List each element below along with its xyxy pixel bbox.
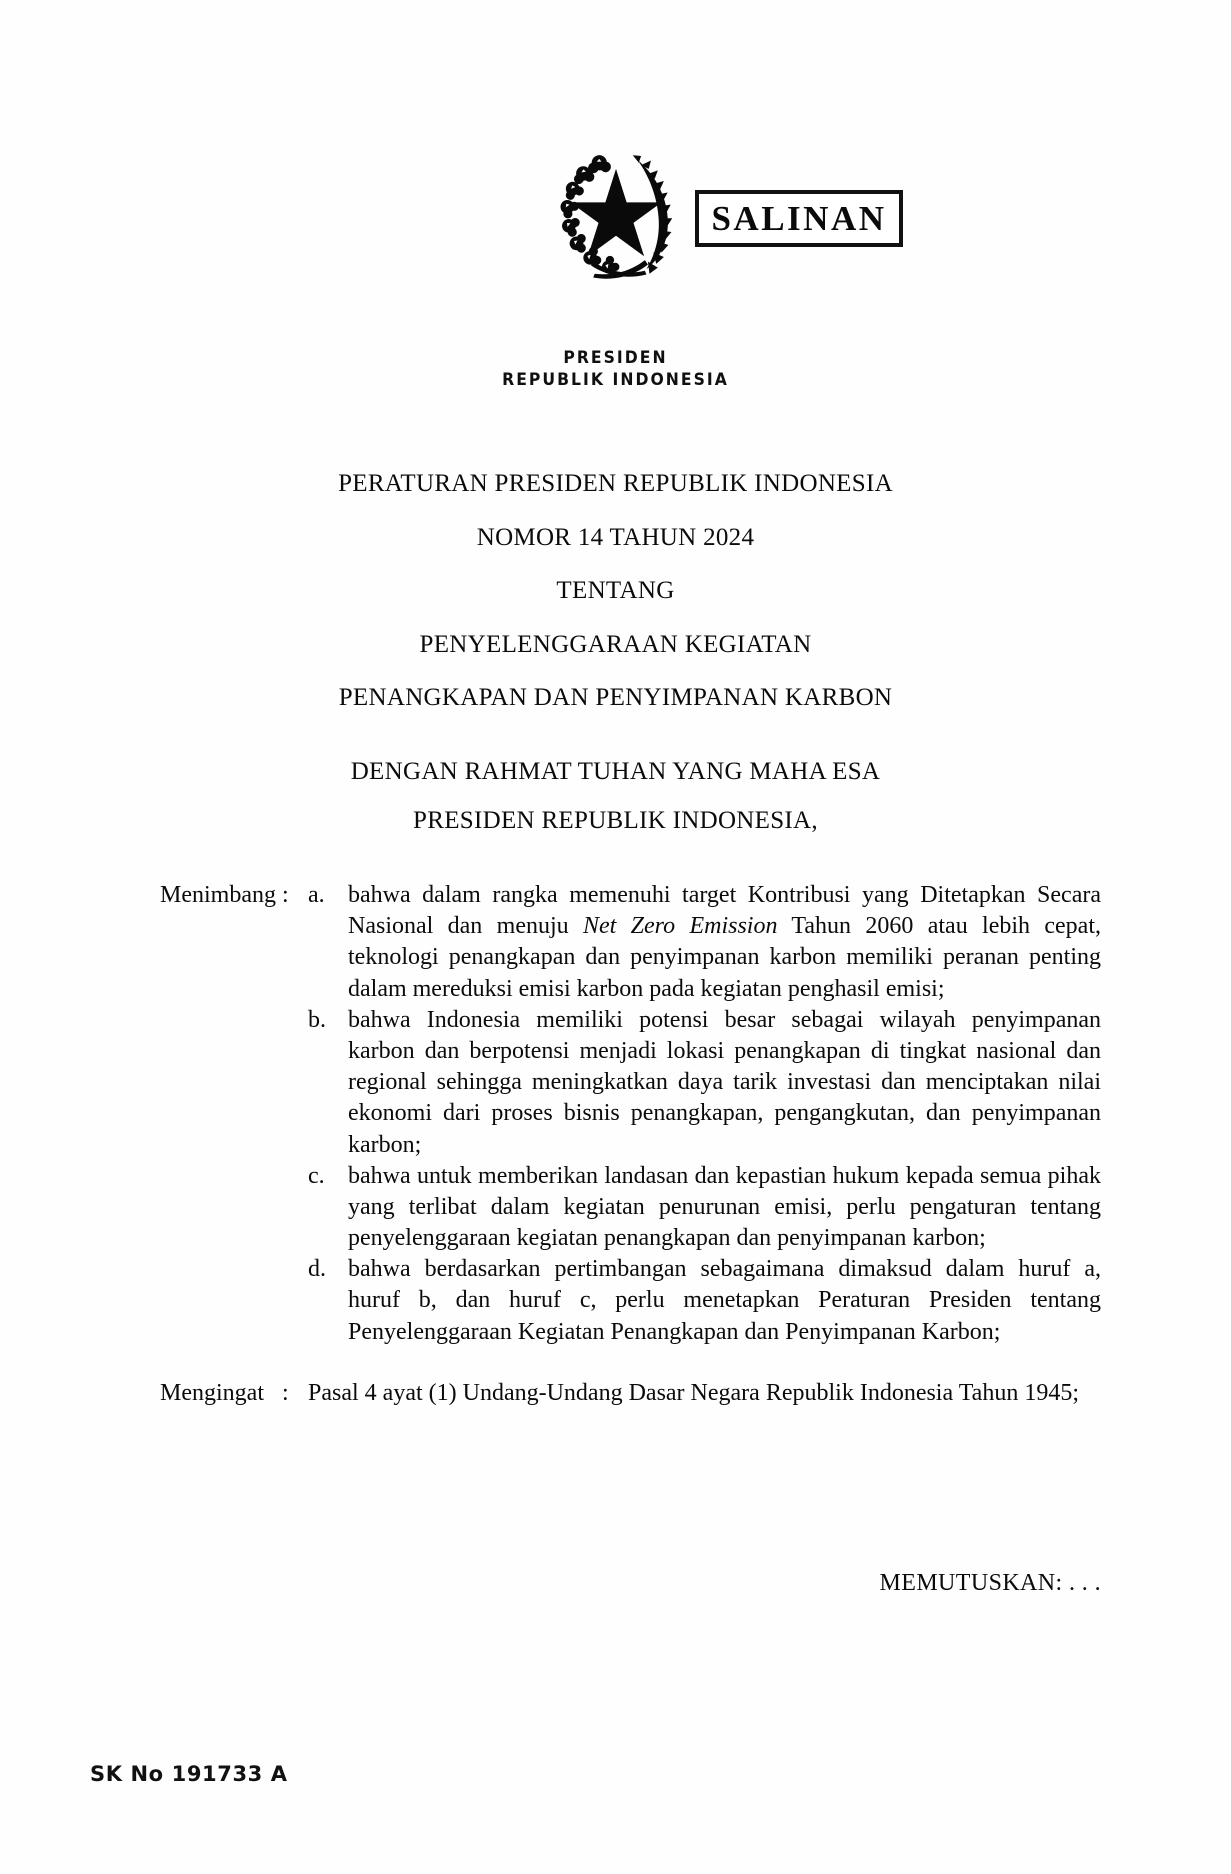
- considering-text-c: bahwa untuk memberikan landasan dan kepastian hukum kepada semua pihak yang terlibat dalam kegiatan penurunan emisi, perlu pengaturan tentang penyelenggaraan kegiatan penangkapan dan penyimpanan karbon;: [348, 1162, 1101, 1252]
- title-line-tentang: TENTANG: [556, 577, 675, 604]
- considering-item-a: [0, 880, 1231, 1005]
- presidential-emblem-star-wreath-icon: [540, 140, 692, 292]
- considering-item-b: [0, 1005, 1231, 1161]
- recalling-section: [0, 1378, 1231, 1409]
- considering-text-a-part2: Tahun 2060 atau lebih cepat, teknologi penangkapan dan penyimpanan karbon memiliki peranan penting dalam mereduksi emisi karbon pada kegiatan penghasil emisi;: [348, 913, 1102, 1002]
- title-line-number: NOMOR 14 TAHUN 2024: [476, 523, 755, 551]
- title-line-regulation: PERATURAN PRESIDEN REPUBLIK INDONESIA: [338, 470, 893, 497]
- title-line-subject-1: PENYELENGGARAAN KEGIATAN: [419, 630, 812, 658]
- government-header: [0, 348, 1231, 392]
- title-line-subject-2: PENANGKAPAN DAN PENYIMPANAN KARBON: [338, 684, 893, 711]
- considering-marker-b: b.: [308, 1006, 326, 1033]
- considering-text-a-part1: bahwa dalam rangka memenuhi target Kontribusi yang Ditetapkan Secara Nasional dan menuju: [348, 882, 1101, 940]
- considering-text-a: [348, 880, 1101, 1005]
- recalling-label: Mengingat: [160, 1379, 264, 1406]
- considering-text-a-italic: Net Zero Emission: [583, 913, 778, 940]
- government-header-line-2: REPUBLIK INDONESIA: [502, 369, 729, 390]
- emblem-container: [0, 140, 1231, 292]
- recalling-colon: :: [282, 1379, 289, 1406]
- recalling-text: Pasal 4 ayat (1) Undang-Undang Dasar Negara Republik Indonesia Tahun 1945;: [308, 1379, 1079, 1406]
- considering-colon: :: [282, 882, 289, 908]
- considering-item-d: [0, 1254, 1231, 1348]
- considering-marker-c: c.: [308, 1162, 325, 1189]
- document-body: [0, 880, 1231, 1409]
- considering-text-d: bahwa berdasarkan pertimbangan sebagaimana dimaksud dalam huruf a, huruf b, dan huruf c, perlu menetapkan Peraturan Presiden tentang Penyelenggaraan Kegiatan Penangkapan dan Penyimpanan Karbon;: [348, 1256, 1101, 1345]
- regulation-title-block: [0, 470, 1231, 835]
- considering-text-b: bahwa Indonesia memiliki potensi besar sebagai wilayah penyimpanan karbon dan berpotensi menjadi lokasi penangkapan di tingkat nasional dan regional sehingga meningkatkan daya tarik investasi dan menciptakan nilai ekonomi dari proses bisnis penangkapan, pengangkutan, dan penyimpanan karbon;: [348, 1006, 1101, 1158]
- salinan-stamp-label: SALINAN: [711, 199, 887, 238]
- considering-marker-a: a.: [308, 882, 325, 908]
- title-line-blessing: DENGAN RAHMAT TUHAN YANG MAHA ESA: [350, 757, 881, 785]
- salinan-stamp: [695, 190, 903, 247]
- considering-label: Menimbang: [160, 882, 276, 908]
- sk-number-footer: SK No 191733 A: [90, 1762, 288, 1786]
- considering-marker-d: d.: [308, 1256, 326, 1283]
- decision-continuation-marker: MEMUTUSKAN: . . .: [879, 1570, 1101, 1596]
- government-header-line-1: PRESIDEN: [563, 348, 668, 368]
- title-line-president: PRESIDEN REPUBLIK INDONESIA,: [413, 807, 818, 834]
- considering-item-c: [0, 1161, 1231, 1255]
